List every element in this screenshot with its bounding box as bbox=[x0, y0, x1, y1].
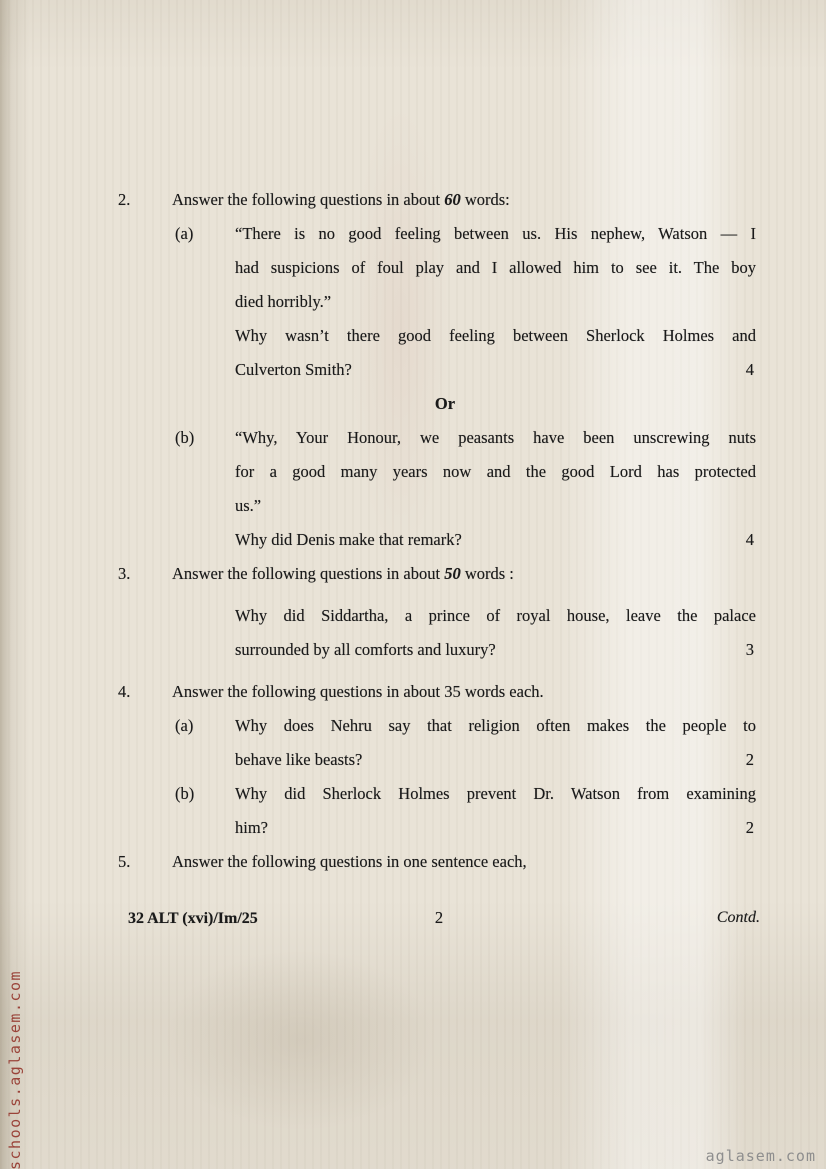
question-2 bbox=[118, 183, 760, 557]
question-2b-label: (b) bbox=[175, 428, 195, 447]
question-line: Culverton Smith? bbox=[235, 360, 352, 379]
question-4-number: 4. bbox=[118, 682, 131, 701]
question-4 bbox=[118, 675, 760, 845]
question-2a-body bbox=[235, 217, 756, 387]
question-3 bbox=[118, 557, 760, 667]
question-5-prompt: Answer the following questions in one sentence each, bbox=[172, 852, 527, 871]
question-5 bbox=[118, 845, 760, 879]
question-4b-label: (b) bbox=[175, 784, 195, 803]
question-line: Why did Sherlock Holmes prevent Dr. Watson from examining bbox=[235, 784, 756, 803]
prompt-text-post: words: bbox=[460, 190, 510, 209]
quote-line: died horribly.” bbox=[235, 292, 332, 311]
marks-value: 3 bbox=[745, 640, 754, 659]
question-2-body bbox=[172, 183, 760, 557]
question-line: Why did Siddartha, a prince of royal house, leave the palace bbox=[235, 606, 756, 625]
question-3-prompt bbox=[172, 557, 760, 591]
question-4b bbox=[175, 777, 760, 845]
prompt-text-post: words : bbox=[460, 564, 514, 583]
question-line: Why did Denis make that remark? bbox=[235, 530, 462, 549]
question-5-body bbox=[172, 845, 760, 879]
question-4-prompt: Answer the following questions in about 35 words each. bbox=[172, 682, 544, 701]
prompt-text-pre: Answer the following questions in about bbox=[172, 190, 445, 209]
marks-value: 2 bbox=[745, 750, 754, 769]
question-2b-body bbox=[235, 421, 756, 557]
watermark-left-vertical: schools.aglasem.com bbox=[6, 969, 24, 1170]
page-content bbox=[118, 183, 760, 936]
question-line: Why wasn’t there good feeling between Sherlock Holmes and bbox=[235, 326, 756, 345]
quote-line: for a good many years now and the good Lord has protected bbox=[235, 462, 756, 481]
question-line: behave like beasts? bbox=[235, 750, 363, 769]
question-2a-label: (a) bbox=[175, 224, 194, 243]
continued-label: Contd. bbox=[716, 909, 760, 926]
question-line-with-marks bbox=[235, 743, 756, 777]
question-2-number: 2. bbox=[118, 190, 131, 209]
or-separator: Or bbox=[434, 394, 456, 413]
question-3-body bbox=[172, 557, 760, 667]
marks-value: 2 bbox=[745, 818, 754, 837]
question-2a bbox=[175, 217, 760, 387]
question-line-with-marks bbox=[235, 523, 756, 557]
quote-line: “Why, Your Honour, we peasants have been unscrewing nuts bbox=[235, 428, 756, 447]
question-3-answer-text bbox=[235, 599, 756, 667]
question-line-with-marks bbox=[235, 353, 756, 387]
word-count-emphasis: 60 bbox=[444, 190, 461, 209]
watermark-bottom-right: aglasem.com bbox=[705, 1147, 816, 1165]
question-2b bbox=[175, 421, 760, 557]
question-4b-body bbox=[235, 777, 756, 845]
paper-code: 32 ALT (xvi)/Im/25 bbox=[128, 910, 258, 927]
question-4a-label: (a) bbox=[175, 716, 194, 735]
question-2-prompt bbox=[172, 183, 760, 217]
marks-value: 4 bbox=[745, 360, 754, 379]
question-4-body bbox=[172, 675, 760, 845]
quote-line: us.” bbox=[235, 496, 262, 515]
quote-line: had suspicions of foul play and I allowed him to see it. The boy bbox=[235, 258, 756, 277]
marks-value: 4 bbox=[745, 530, 754, 549]
question-line: Why does Nehru say that religion often makes the people to bbox=[235, 716, 756, 735]
prompt-text-pre: Answer the following questions in about bbox=[172, 564, 445, 583]
quote-line: “There is no good feeling between us. His nephew, Watson — I bbox=[235, 224, 756, 243]
question-line-with-marks bbox=[235, 633, 756, 667]
page-number: 2 bbox=[434, 908, 444, 927]
question-5-number: 5. bbox=[118, 852, 131, 871]
question-line: surrounded by all comforts and luxury? bbox=[235, 640, 496, 659]
question-4a bbox=[175, 709, 760, 777]
word-count-emphasis: 50 bbox=[444, 564, 461, 583]
question-3-number: 3. bbox=[118, 564, 131, 583]
question-line-with-marks bbox=[235, 811, 756, 845]
page-footer bbox=[118, 901, 760, 936]
question-line: him? bbox=[235, 818, 268, 837]
question-4a-body bbox=[235, 709, 756, 777]
